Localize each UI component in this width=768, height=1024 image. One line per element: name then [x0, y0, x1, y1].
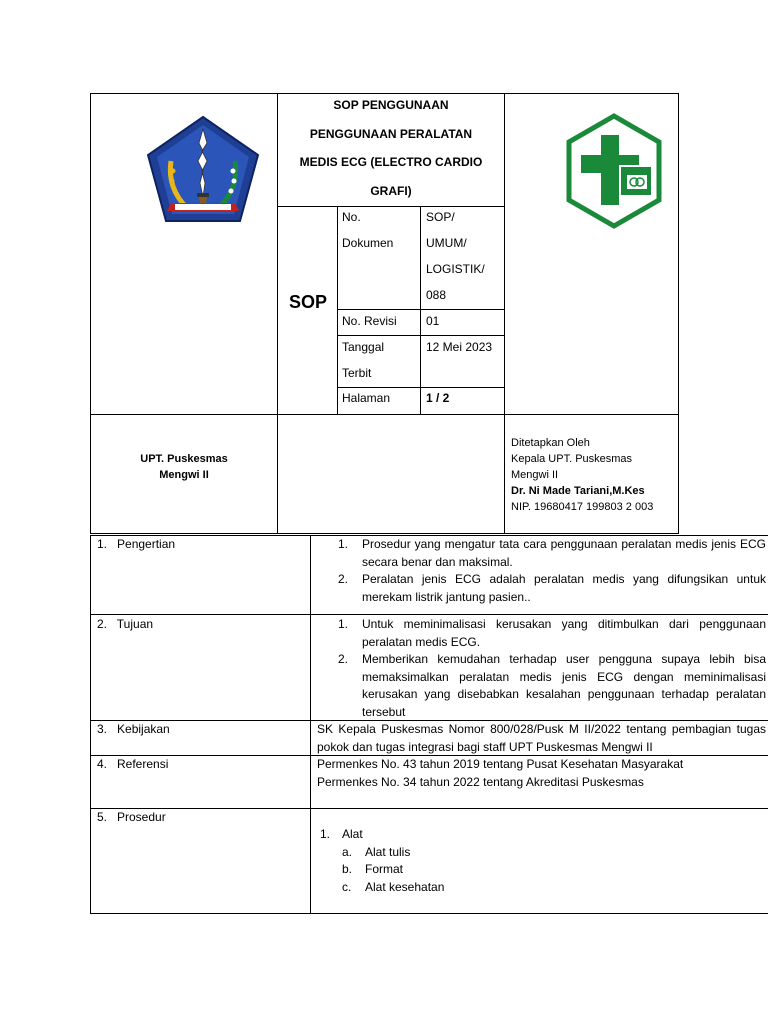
referensi-text: [317, 756, 766, 791]
organization-name: [91, 451, 277, 483]
prosedur-list: [318, 826, 766, 906]
approval-block: [511, 435, 653, 515]
sub-item-text: Alat tulis: [365, 845, 411, 859]
reference-line: Permenkes No. 43 tahun 2019 tentang Pusat Kesehatan Masyarakat: [317, 757, 684, 771]
list-item-text: Memberikan kemudahan terhadap user pengguna supaya lebih bisa memaksimalkan peralatan medis jenis ECG dengan meminimalisasi kerusakan yang disebabkan kesalahan penggunaan terhadap peralatan tersebut: [362, 652, 766, 719]
revision-label: No. Revisi: [342, 314, 397, 328]
doc-no-value-line: UMUM/: [426, 236, 467, 250]
sop-label: SOP: [289, 292, 328, 312]
page-value: 1 / 2: [426, 391, 450, 405]
sop-title-line: PENGGUNAAN PERALATAN: [309, 126, 473, 141]
sub-item-text: Alat kesehatan: [365, 880, 445, 894]
section-label-pengertian: 1. Pengertian: [97, 537, 176, 551]
regency-emblem-logo: [145, 113, 261, 225]
list-item-label: Alat: [342, 827, 363, 841]
revision-value: 01: [426, 314, 440, 328]
organization-line: UPT. Puskesmas: [140, 453, 228, 465]
date-label-line: Terbit: [342, 366, 372, 380]
doc-no-value-line: LOGISTIK/: [426, 262, 485, 276]
section-label-tujuan: 2. Tujuan: [97, 617, 154, 631]
approver-title-line: Mengwi II: [511, 469, 559, 481]
date-value: 12 Mei 2023: [426, 340, 493, 354]
organization-line: Mengwi II: [159, 469, 209, 481]
list-item-number: 2.: [338, 652, 349, 666]
sub-item-letter: b.: [342, 862, 353, 876]
section-label-prosedur: 5. Prosedur: [97, 810, 166, 824]
doc-no-label-line: No.: [342, 210, 361, 224]
section-label-kebijakan: 3. Kebijakan: [97, 722, 170, 736]
doc-no-value: [426, 204, 485, 308]
sop-title-line: GRAFI): [370, 183, 412, 198]
list-item-number: 1.: [338, 537, 349, 551]
sop-title-line: SOP PENGGUNAAN: [333, 98, 449, 112]
approved-by-label: Ditetapkan Oleh: [511, 437, 590, 449]
sop-title-line: MEDIS ECG (ELECTRO CARDIO: [299, 155, 483, 169]
approver-nip: NIP. 19680417 199803 2 003: [511, 501, 654, 513]
sop-title: [278, 91, 504, 205]
page-label: Halaman: [342, 391, 391, 405]
doc-no-label: [342, 204, 393, 256]
list-item-number: 1.: [320, 827, 331, 841]
doc-no-label-line: Dokumen: [342, 236, 394, 250]
doc-no-value-line: 088: [426, 288, 447, 302]
doc-no-value-line: SOP/: [426, 210, 455, 224]
approver-title-line: Kepala UPT. Puskesmas: [511, 453, 633, 465]
list-item-text: Peralatan jenis ECG adalah peralatan medis yang difungsikan untuk merekam listrik jantung pasien..: [362, 572, 766, 604]
list-item-text: Prosedur yang mengatur tata cara penggunaan peralatan medis jenis ECG secara benar dan maksimal.: [362, 537, 766, 569]
reference-line: Permenkes No. 34 tahun 2022 tentang Akreditasi Puskesmas: [317, 774, 644, 789]
date-label-line: Tanggal: [342, 340, 385, 354]
list-item: [318, 571, 766, 606]
list-item-number: 1.: [338, 617, 349, 631]
section-label-referensi: 4. Referensi: [97, 757, 169, 771]
sub-item-text: Format: [365, 862, 404, 876]
list-item: [318, 651, 766, 721]
list-item: [318, 536, 766, 571]
list-item: [318, 616, 766, 651]
list-item-number: 2.: [338, 572, 349, 586]
sub-item-letter: a.: [342, 845, 353, 859]
puskesmas-logo: [565, 113, 663, 229]
approver-name: Dr. Ni Made Tariani,M.Kes: [511, 485, 645, 497]
list-item-text: Untuk meminimalisasi kerusakan yang ditimbulkan dari penggunaan peralatan medis ECG.: [362, 617, 766, 649]
date-label: [342, 334, 384, 386]
sub-item-letter: c.: [342, 880, 352, 894]
kebijakan-text: SK Kepala Puskesmas Nomor 800/028/Pusk M II/2022 tentang pembagian tugas pokok dan tugas integrasi bagi staff UPT Puskesmas Mengwi II: [317, 722, 766, 754]
